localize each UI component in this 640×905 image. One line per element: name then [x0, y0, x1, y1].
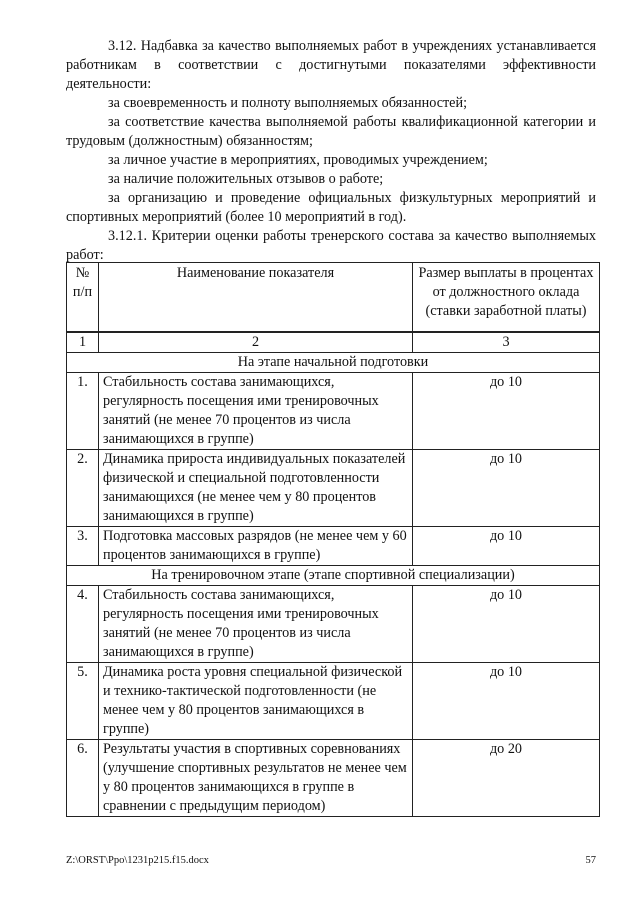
table-row	[67, 450, 600, 527]
table-row	[67, 373, 600, 450]
document-body	[66, 37, 596, 265]
row-value: до 10	[413, 663, 600, 740]
paragraph-item-2: за соответствие качества выполняемой работы квалификационной категории и трудовым (должностным) обязанностям;	[66, 114, 596, 149]
colnum-2: 2	[99, 332, 413, 353]
colnum-1: 1	[67, 332, 99, 353]
row-num: 5.	[67, 663, 99, 740]
row-name: Стабильность состава занимающихся, регулярность посещения ими тренировочных занятий (не менее 70 процентов из числа занимающихся в группе)	[99, 373, 413, 450]
row-num: 6.	[67, 740, 99, 817]
header-num: № п/п	[67, 263, 99, 333]
table-row	[67, 663, 600, 740]
paragraph-3-12-1: 3.12.1. Критерии оценки работы тренерского состава за качество выполняемых работ:	[66, 228, 596, 263]
section-title-2: На тренировочном этапе (этапе спортивной специализации)	[67, 566, 600, 586]
table-row	[67, 586, 600, 663]
row-value: до 10	[413, 373, 600, 450]
row-value: до 10	[413, 586, 600, 663]
row-name: Подготовка массовых разрядов (не менее чем у 60 процентов занимающихся в группе)	[99, 527, 413, 566]
paragraph-item-5: за организацию и проведение официальных физкультурных мероприятий и спортивных мероприятий (более 10 мероприятий в год).	[66, 190, 596, 225]
row-value: до 10	[413, 450, 600, 527]
header-value: Размер выплаты в процентах от должностного оклада (ставки заработной платы)	[413, 263, 600, 333]
criteria-table	[66, 262, 600, 817]
paragraph-item-3: за личное участие в мероприятиях, проводимых учреждением;	[108, 152, 488, 168]
row-value: до 10	[413, 527, 600, 566]
row-name: Результаты участия в спортивных соревнованиях (улучшение спортивных результатов не менее чем у 80 процентов занимающихся в группе в сравнении с предыдущим периодом)	[99, 740, 413, 817]
table-section-row	[67, 566, 600, 586]
row-num: 3.	[67, 527, 99, 566]
table-row	[67, 740, 600, 817]
paragraph-item-1: за своевременность и полноту выполняемых обязанностей;	[108, 95, 468, 111]
footer-file-path: Z:\ORST\Ppo\1231p215.f15.docx	[66, 855, 209, 866]
table-row	[67, 527, 600, 566]
header-name: Наименование показателя	[99, 263, 413, 333]
row-name: Стабильность состава занимающихся, регулярность посещения ими тренировочных занятий (не менее 70 процентов из числа занимающихся в группе)	[99, 586, 413, 663]
table-section-row	[67, 353, 600, 373]
paragraph-item-4: за наличие положительных отзывов о работе;	[108, 171, 384, 187]
section-title-1: На этапе начальной подготовки	[67, 353, 600, 373]
row-name: Динамика прироста индивидуальных показателей физической и специальной подготовленности занимающихся (не менее чем у 80 процентов занимающихся в группе)	[99, 450, 413, 527]
row-num: 1.	[67, 373, 99, 450]
row-value: до 20	[413, 740, 600, 817]
row-name: Динамика роста уровня специальной физической и технико-тактической подготовленности (не менее чем у 80 процентов занимающихся в группе)	[99, 663, 413, 740]
colnum-3: 3	[413, 332, 600, 353]
table-colnum-row	[67, 332, 600, 353]
page-number: 57	[585, 855, 596, 866]
row-num: 2.	[67, 450, 99, 527]
table-header-row	[67, 263, 600, 333]
row-num: 4.	[67, 586, 99, 663]
paragraph-3-12: 3.12. Надбавка за качество выполняемых работ в учреждениях устанавливается работникам в соответствии с достигнутыми показателями эффективности деятельности:	[66, 38, 596, 92]
criteria-table-wrap	[66, 262, 599, 817]
